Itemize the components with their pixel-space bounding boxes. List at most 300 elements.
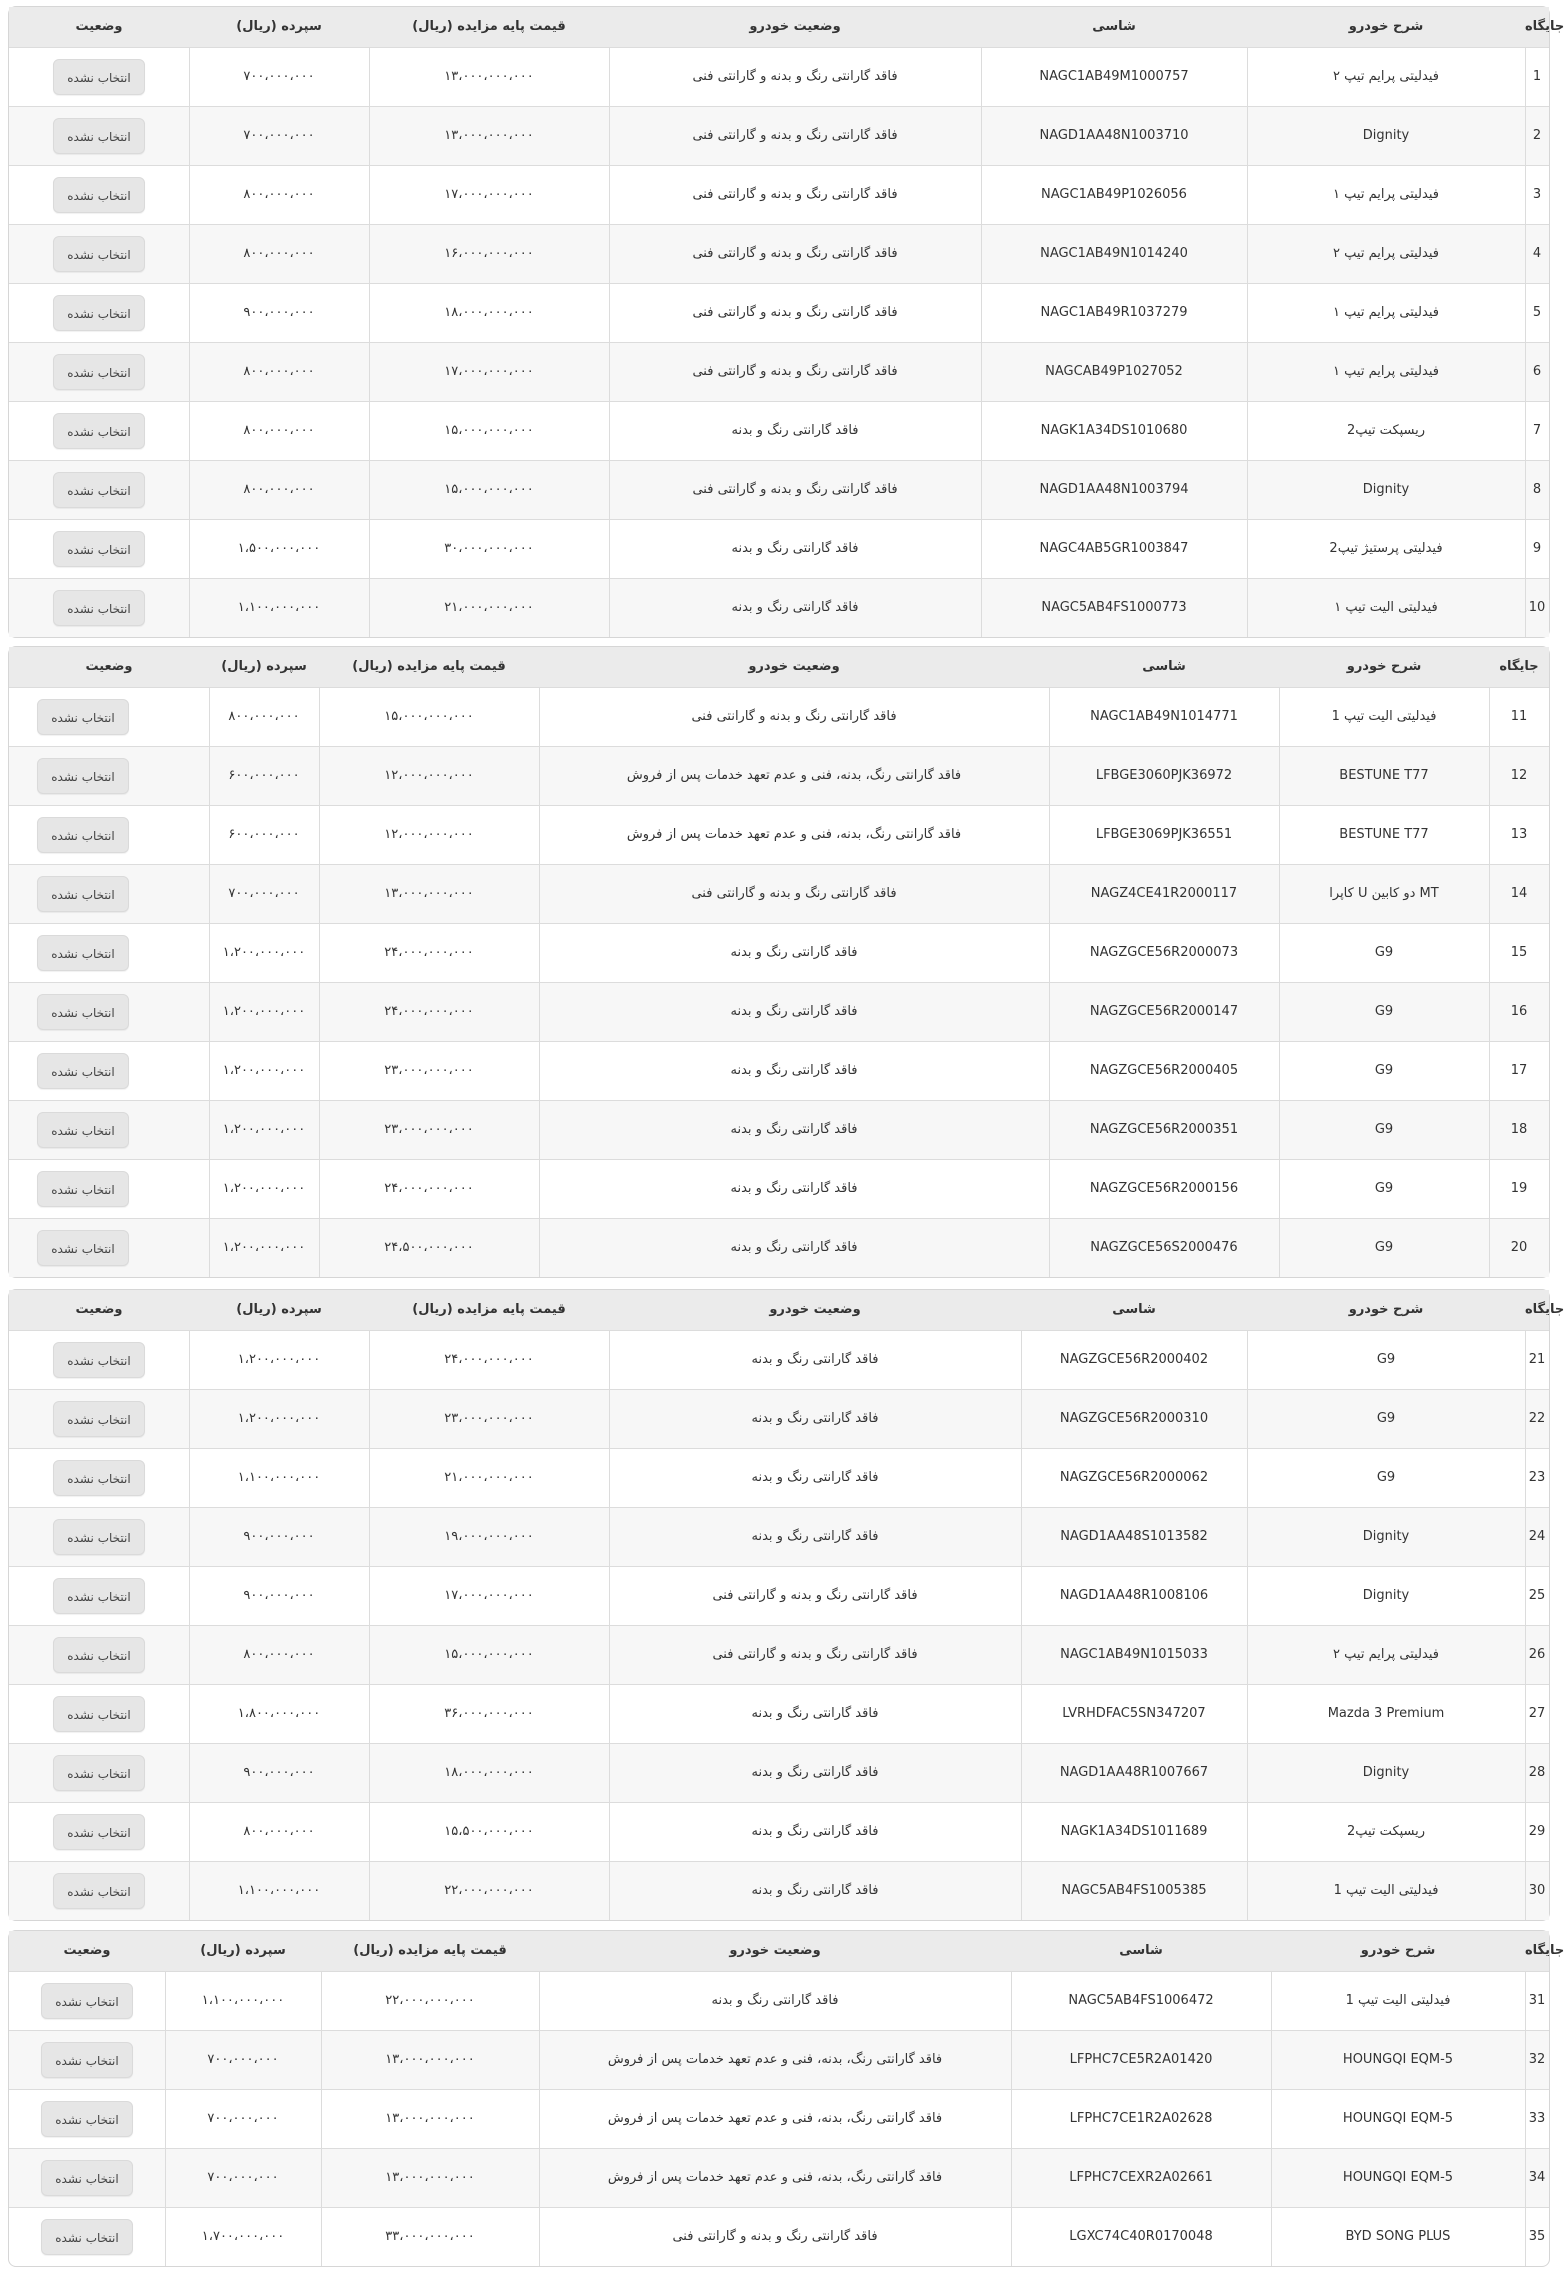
- table-row: [9, 401, 1549, 460]
- table-row: [9, 165, 1549, 224]
- cell-condition: فاقد گارانتی رنگ، بدنه، فنی و عدم تعهد خدمات پس از فروش: [607, 2170, 943, 2185]
- table-header: [9, 1290, 1564, 1330]
- column-header-deposit: سپرده (ریال): [200, 1943, 286, 1958]
- cell-slot: 3: [1532, 187, 1542, 202]
- auction-table: [8, 646, 1550, 1278]
- cell-chassis: LFBGE3060PJK36972: [1095, 768, 1233, 783]
- table-row: [9, 687, 1549, 746]
- cell-chassis: NAGC4AB5GR1003847: [1039, 541, 1189, 556]
- cell-desc: فیدلیتی الیت تیپ 1: [1345, 1993, 1451, 2008]
- cell-deposit: ۱،۱۰۰،۰۰۰،۰۰۰: [201, 1993, 285, 2008]
- cell-deposit: ۷۰۰،۰۰۰،۰۰۰: [207, 2052, 279, 2067]
- cell-desc: HOUNGQI EQM-5: [1342, 2111, 1454, 2126]
- select-button[interactable]: انتخاب نشده: [53, 118, 145, 154]
- cell-deposit: ۱،۲۰۰،۰۰۰،۰۰۰: [222, 1240, 306, 1255]
- cell-price: ۱۵،۵۰۰،۰۰۰،۰۰۰: [444, 1824, 534, 1839]
- column-header-slot: جایگاه: [1525, 1943, 1564, 1958]
- cell-price: ۳۶،۰۰۰،۰۰۰،۰۰۰: [444, 1706, 534, 1721]
- select-button[interactable]: انتخاب نشده: [53, 236, 145, 272]
- column-header-desc: شرح خودرو: [1360, 1943, 1436, 1958]
- cell-desc: Mazda 3 Premium: [1327, 1706, 1445, 1721]
- cell-slot: 20: [1510, 1240, 1528, 1255]
- table-row: [9, 923, 1549, 982]
- table-row: [9, 1448, 1549, 1507]
- table-row: [9, 1159, 1549, 1218]
- cell-price: ۱۲،۰۰۰،۰۰۰،۰۰۰: [384, 827, 474, 842]
- cell-desc: فیدلیتی پرایم تیپ ۱: [1333, 187, 1439, 202]
- cell-deposit: ۹۰۰،۰۰۰،۰۰۰: [243, 1588, 315, 1603]
- cell-desc: G9: [1374, 1122, 1394, 1137]
- cell-slot: 25: [1528, 1588, 1546, 1603]
- table-row: [9, 1507, 1549, 1566]
- column-header-slot: جایگاه: [1525, 19, 1564, 34]
- table-row: [9, 1802, 1549, 1861]
- cell-slot: 15: [1510, 945, 1528, 960]
- cell-desc: فیدلیتی الیت تیپ ۱: [1334, 600, 1438, 615]
- cell-slot: 23: [1528, 1470, 1546, 1485]
- column-header-chassis: شاسی: [1092, 19, 1136, 34]
- cell-deposit: ۹۰۰،۰۰۰،۰۰۰: [243, 1529, 315, 1544]
- cell-slot: 32: [1528, 2052, 1546, 2067]
- cell-condition: فاقد گارانتی رنگ، بدنه، فنی و عدم تعهد خدمات پس از فروش: [607, 2052, 943, 2067]
- select-button[interactable]: انتخاب نشده: [37, 876, 129, 912]
- cell-price: ۳۰،۰۰۰،۰۰۰،۰۰۰: [444, 541, 534, 556]
- cell-price: ۱۸،۰۰۰،۰۰۰،۰۰۰: [444, 1765, 534, 1780]
- select-button[interactable]: انتخاب نشده: [53, 354, 145, 390]
- cell-price: ۲۱،۰۰۰،۰۰۰،۰۰۰: [444, 600, 534, 615]
- select-button[interactable]: انتخاب نشده: [53, 1696, 145, 1732]
- cell-desc: BESTUNE T77: [1339, 827, 1429, 842]
- table-row: [9, 106, 1549, 165]
- cell-desc: Dignity: [1362, 128, 1410, 143]
- column-header-status: وضعیت: [75, 1302, 123, 1317]
- cell-slot: 12: [1510, 768, 1528, 783]
- cell-condition: فاقد گارانتی رنگ، بدنه، فنی و عدم تعهد خدمات پس از فروش: [626, 827, 962, 842]
- cell-deposit: ۷۰۰،۰۰۰،۰۰۰: [207, 2170, 279, 2185]
- cell-deposit: ۷۰۰،۰۰۰،۰۰۰: [207, 2111, 279, 2126]
- cell-chassis: NAGCAB49P1027052: [1045, 364, 1183, 379]
- cell-deposit: ۷۰۰،۰۰۰،۰۰۰: [243, 128, 315, 143]
- table-row: [9, 2089, 1549, 2148]
- cell-condition: فاقد گارانتی رنگ و بدنه: [751, 1824, 879, 1839]
- cell-chassis: NAGC1AB49P1026056: [1041, 187, 1187, 202]
- cell-condition: فاقد گارانتی رنگ، بدنه، فنی و عدم تعهد خدمات پس از فروش: [607, 2111, 943, 2126]
- cell-condition: فاقد گارانتی رنگ و بدنه: [751, 1411, 879, 1426]
- auction-table: [8, 6, 1564, 638]
- cell-deposit: ۱،۸۰۰،۰۰۰،۰۰۰: [237, 1706, 321, 1721]
- column-header-condition: وضعیت خودرو: [749, 19, 841, 34]
- column-header-desc: شرح خودرو: [1348, 19, 1424, 34]
- select-button[interactable]: انتخاب نشده: [53, 1755, 145, 1791]
- cell-price: ۱۷،۰۰۰،۰۰۰،۰۰۰: [444, 187, 534, 202]
- cell-price: ۱۶،۰۰۰،۰۰۰،۰۰۰: [444, 246, 534, 261]
- cell-desc: فیدلیتی پرایم تیپ ۲: [1333, 1647, 1439, 1662]
- table-row: [9, 2030, 1549, 2089]
- cell-desc: فیدلیتی پرایم تیپ ۲: [1333, 69, 1439, 84]
- cell-chassis: LVRHDFAC5SN347207: [1062, 1706, 1206, 1721]
- cell-desc: G9: [1374, 1004, 1394, 1019]
- cell-chassis: NAGC5AB4FS1005385: [1061, 1883, 1207, 1898]
- select-button[interactable]: انتخاب نشده: [41, 2219, 133, 2255]
- cell-price: ۱۵،۰۰۰،۰۰۰،۰۰۰: [444, 482, 534, 497]
- select-button[interactable]: انتخاب نشده: [41, 2042, 133, 2078]
- cell-desc: G9: [1376, 1470, 1396, 1485]
- cell-price: ۲۴،۰۰۰،۰۰۰،۰۰۰: [384, 945, 474, 960]
- cell-condition: فاقد گارانتی رنگ و بدنه و گارانتی فنی: [672, 2229, 878, 2244]
- cell-slot: 4: [1532, 246, 1542, 261]
- cell-slot: 9: [1532, 541, 1542, 556]
- select-button[interactable]: انتخاب نشده: [53, 1460, 145, 1496]
- select-button[interactable]: انتخاب نشده: [37, 1112, 129, 1148]
- table-row: [9, 578, 1549, 637]
- cell-condition: فاقد گارانتی رنگ و بدنه: [731, 541, 859, 556]
- cell-slot: 1: [1532, 69, 1542, 84]
- column-header-chassis: شاسی: [1142, 659, 1186, 674]
- cell-deposit: ۱،۲۰۰،۰۰۰،۰۰۰: [222, 1181, 306, 1196]
- column-header-condition: وضعیت خودرو: [769, 1302, 861, 1317]
- cell-price: ۱۵،۰۰۰،۰۰۰،۰۰۰: [444, 1647, 534, 1662]
- column-header-status: وضعیت: [85, 659, 133, 674]
- cell-price: ۱۲،۰۰۰،۰۰۰،۰۰۰: [384, 768, 474, 783]
- select-button[interactable]: انتخاب نشده: [53, 295, 145, 331]
- table-row: [9, 47, 1549, 106]
- cell-condition: فاقد گارانتی رنگ و بدنه: [731, 423, 859, 438]
- cell-deposit: ۱،۲۰۰،۰۰۰،۰۰۰: [222, 945, 306, 960]
- select-button[interactable]: انتخاب نشده: [37, 817, 129, 853]
- select-button[interactable]: انتخاب نشده: [37, 699, 129, 735]
- cell-price: ۱۵،۰۰۰،۰۰۰،۰۰۰: [384, 709, 474, 724]
- cell-chassis: NAGZ4CE41R2000117: [1090, 886, 1238, 901]
- cell-condition: فاقد گارانتی رنگ و بدنه: [751, 1765, 879, 1780]
- cell-chassis: NAGZGCE56S2000476: [1090, 1240, 1238, 1255]
- table-header: [9, 7, 1564, 47]
- cell-slot: 35: [1528, 2229, 1546, 2244]
- cell-slot: 30: [1528, 1883, 1546, 1898]
- cell-deposit: ۱،۱۰۰،۰۰۰،۰۰۰: [237, 1883, 321, 1898]
- cell-condition: فاقد گارانتی رنگ، بدنه، فنی و عدم تعهد خدمات پس از فروش: [626, 768, 962, 783]
- cell-slot: 24: [1528, 1529, 1546, 1544]
- cell-slot: 21: [1528, 1352, 1546, 1367]
- cell-desc: G9: [1376, 1352, 1396, 1367]
- cell-chassis: NAGC1AB49N1015033: [1060, 1647, 1208, 1662]
- column-header-chassis: شاسی: [1112, 1302, 1156, 1317]
- cell-deposit: ۱،۲۰۰،۰۰۰،۰۰۰: [222, 1063, 306, 1078]
- cell-price: ۲۲،۰۰۰،۰۰۰،۰۰۰: [385, 1993, 475, 2008]
- table-row: [9, 1041, 1549, 1100]
- cell-desc: فیدلیتی الیت تیپ 1: [1333, 1883, 1439, 1898]
- cell-slot: 33: [1528, 2111, 1546, 2126]
- table-row: [9, 460, 1549, 519]
- cell-condition: فاقد گارانتی رنگ و بدنه: [730, 1004, 858, 1019]
- cell-price: ۱۳،۰۰۰،۰۰۰،۰۰۰: [385, 2170, 475, 2185]
- cell-slot: 6: [1532, 364, 1542, 379]
- cell-chassis: NAGZGCE56R2000351: [1089, 1122, 1239, 1137]
- cell-price: ۱۳،۰۰۰،۰۰۰،۰۰۰: [444, 128, 534, 143]
- column-header-deposit: سپرده (ریال): [221, 659, 307, 674]
- cell-price: ۱۷،۰۰۰،۰۰۰،۰۰۰: [444, 364, 534, 379]
- cell-condition: فاقد گارانتی رنگ و بدنه و گارانتی فنی: [691, 709, 897, 724]
- cell-condition: فاقد گارانتی رنگ و بدنه: [730, 1240, 858, 1255]
- cell-deposit: ۸۰۰،۰۰۰،۰۰۰: [243, 246, 315, 261]
- table-row: [9, 1100, 1549, 1159]
- cell-deposit: ۱،۱۰۰،۰۰۰،۰۰۰: [237, 600, 321, 615]
- cell-chassis: LFBGE3069PJK36551: [1095, 827, 1233, 842]
- cell-price: ۲۲،۰۰۰،۰۰۰،۰۰۰: [444, 1883, 534, 1898]
- cell-chassis: NAGZGCE56R2000310: [1059, 1411, 1209, 1426]
- cell-chassis: NAGZGCE56R2000073: [1089, 945, 1239, 960]
- cell-desc: Dignity: [1362, 1588, 1410, 1603]
- select-button[interactable]: انتخاب نشده: [53, 59, 145, 95]
- cell-slot: 28: [1528, 1765, 1546, 1780]
- cell-price: ۱۵،۰۰۰،۰۰۰،۰۰۰: [444, 423, 534, 438]
- cell-price: ۱۳،۰۰۰،۰۰۰،۰۰۰: [384, 886, 474, 901]
- select-button[interactable]: انتخاب نشده: [41, 2101, 133, 2137]
- column-header-price: قیمت پایه مزایده (ریال): [352, 659, 506, 674]
- cell-deposit: ۸۰۰،۰۰۰،۰۰۰: [243, 1824, 315, 1839]
- cell-slot: 14: [1510, 886, 1528, 901]
- cell-chassis: NAGD1AA48S1013582: [1060, 1529, 1208, 1544]
- select-button[interactable]: انتخاب نشده: [53, 590, 145, 626]
- cell-price: ۲۳،۰۰۰،۰۰۰،۰۰۰: [444, 1411, 534, 1426]
- table-row: [9, 1743, 1549, 1802]
- cell-chassis: NAGC1AB49M1000757: [1039, 69, 1189, 84]
- cell-condition: فاقد گارانتی رنگ و بدنه: [730, 1122, 858, 1137]
- cell-desc: فیدلیتی پرستیژ تیپ2: [1329, 541, 1443, 556]
- cell-condition: فاقد گارانتی رنگ و بدنه: [751, 1883, 879, 1898]
- cell-condition: فاقد گارانتی رنگ و بدنه: [751, 1529, 879, 1544]
- select-button[interactable]: انتخاب نشده: [37, 1171, 129, 1207]
- select-button[interactable]: انتخاب نشده: [53, 413, 145, 449]
- cell-slot: 34: [1528, 2170, 1546, 2185]
- cell-condition: فاقد گارانتی رنگ و بدنه و گارانتی فنی: [712, 1588, 918, 1603]
- column-header-condition: وضعیت خودرو: [729, 1943, 821, 1958]
- cell-condition: فاقد گارانتی رنگ و بدنه و گارانتی فنی: [692, 305, 898, 320]
- cell-desc: G9: [1374, 1240, 1394, 1255]
- cell-price: ۲۴،۵۰۰،۰۰۰،۰۰۰: [384, 1240, 474, 1255]
- cell-condition: فاقد گارانتی رنگ و بدنه: [730, 1063, 858, 1078]
- cell-price: ۲۱،۰۰۰،۰۰۰،۰۰۰: [444, 1470, 534, 1485]
- column-header-desc: شرح خودرو: [1346, 659, 1422, 674]
- column-header-desc: شرح خودرو: [1348, 1302, 1424, 1317]
- cell-condition: فاقد گارانتی رنگ و بدنه و گارانتی فنی: [692, 128, 898, 143]
- cell-price: ۲۳،۰۰۰،۰۰۰،۰۰۰: [384, 1122, 474, 1137]
- column-header-chassis: شاسی: [1119, 1943, 1163, 1958]
- cell-deposit: ۸۰۰،۰۰۰،۰۰۰: [243, 423, 315, 438]
- table-row: [9, 1625, 1549, 1684]
- cell-deposit: ۸۰۰،۰۰۰،۰۰۰: [243, 187, 315, 202]
- table-row: [9, 342, 1549, 401]
- table-row: [9, 519, 1549, 578]
- select-button[interactable]: انتخاب نشده: [53, 531, 145, 567]
- cell-chassis: LGXC74C40R0170048: [1069, 2229, 1213, 2244]
- cell-slot: 13: [1510, 827, 1528, 842]
- table-row: [9, 1389, 1549, 1448]
- cell-desc: ریسپکت تیپ2: [1346, 1824, 1426, 1839]
- column-header-price: قیمت پایه مزایده (ریال): [412, 1302, 566, 1317]
- select-button[interactable]: انتخاب نشده: [53, 472, 145, 508]
- cell-desc: Dignity: [1362, 1765, 1410, 1780]
- select-button[interactable]: انتخاب نشده: [53, 177, 145, 213]
- cell-chassis: NAGZGCE56R2000147: [1089, 1004, 1239, 1019]
- cell-desc: فیدلیتی پرایم تیپ ۱: [1333, 305, 1439, 320]
- cell-deposit: ۱،۲۰۰،۰۰۰،۰۰۰: [237, 1352, 321, 1367]
- cell-deposit: ۸۰۰،۰۰۰،۰۰۰: [243, 1647, 315, 1662]
- table-row: [9, 1971, 1549, 2030]
- select-button[interactable]: انتخاب نشده: [37, 1053, 129, 1089]
- cell-slot: 10: [1528, 600, 1546, 615]
- cell-deposit: ۹۰۰،۰۰۰،۰۰۰: [243, 1765, 315, 1780]
- cell-price: ۳۳،۰۰۰،۰۰۰،۰۰۰: [385, 2229, 475, 2244]
- cell-deposit: ۱،۲۰۰،۰۰۰،۰۰۰: [222, 1122, 306, 1137]
- cell-chassis: NAGZGCE56R2000405: [1089, 1063, 1239, 1078]
- cell-slot: 22: [1528, 1411, 1546, 1426]
- cell-condition: فاقد گارانتی رنگ و بدنه و گارانتی فنی: [692, 187, 898, 202]
- cell-slot: 11: [1510, 709, 1528, 724]
- cell-condition: فاقد گارانتی رنگ و بدنه و گارانتی فنی: [691, 886, 897, 901]
- cell-price: ۲۳،۰۰۰،۰۰۰،۰۰۰: [384, 1063, 474, 1078]
- cell-chassis: NAGK1A34DS1011689: [1060, 1824, 1208, 1839]
- table-row: [9, 224, 1549, 283]
- cell-chassis: NAGZGCE56R2000156: [1089, 1181, 1239, 1196]
- cell-chassis: NAGZGCE56R2000062: [1059, 1470, 1209, 1485]
- table-row: [9, 283, 1549, 342]
- cell-chassis: NAGC1AB49R1037279: [1040, 305, 1188, 320]
- auction-table: [8, 1289, 1564, 1921]
- table-row: [9, 1566, 1549, 1625]
- select-button[interactable]: انتخاب نشده: [37, 758, 129, 794]
- select-button[interactable]: انتخاب نشده: [53, 1519, 145, 1555]
- cell-desc: BESTUNE T77: [1339, 768, 1429, 783]
- cell-slot: 8: [1532, 482, 1542, 497]
- cell-chassis: NAGD1AA48R1007667: [1059, 1765, 1209, 1780]
- select-button[interactable]: انتخاب نشده: [53, 1401, 145, 1437]
- cell-desc: G9: [1374, 1063, 1394, 1078]
- cell-desc: G9: [1374, 1181, 1394, 1196]
- cell-condition: فاقد گارانتی رنگ و بدنه: [751, 1706, 879, 1721]
- cell-deposit: ۶۰۰،۰۰۰،۰۰۰: [228, 827, 300, 842]
- table-row: [9, 864, 1549, 923]
- table-row: [9, 2207, 1549, 2266]
- cell-desc: HOUNGQI EQM-5: [1342, 2052, 1454, 2067]
- cell-price: ۲۴،۰۰۰،۰۰۰،۰۰۰: [384, 1004, 474, 1019]
- cell-desc: Dignity: [1362, 482, 1410, 497]
- select-button[interactable]: انتخاب نشده: [41, 1983, 133, 2019]
- cell-price: ۱۹،۰۰۰،۰۰۰،۰۰۰: [444, 1529, 534, 1544]
- cell-deposit: ۷۰۰،۰۰۰،۰۰۰: [243, 69, 315, 84]
- cell-desc: G9: [1376, 1411, 1396, 1426]
- cell-price: ۱۳،۰۰۰،۰۰۰،۰۰۰: [385, 2052, 475, 2067]
- cell-slot: 16: [1510, 1004, 1528, 1019]
- table-row: [9, 982, 1549, 1041]
- cell-deposit: ۶۰۰،۰۰۰،۰۰۰: [228, 768, 300, 783]
- cell-price: ۱۷،۰۰۰،۰۰۰،۰۰۰: [444, 1588, 534, 1603]
- cell-price: ۱۳،۰۰۰،۰۰۰،۰۰۰: [444, 69, 534, 84]
- cell-desc: Dignity: [1362, 1529, 1410, 1544]
- cell-deposit: ۱،۷۰۰،۰۰۰،۰۰۰: [201, 2229, 285, 2244]
- table-row: [9, 1330, 1549, 1389]
- cell-chassis: NAGC1AB49N1014771: [1090, 709, 1238, 724]
- cell-deposit: ۱،۲۰۰،۰۰۰،۰۰۰: [237, 1411, 321, 1426]
- cell-slot: 19: [1510, 1181, 1528, 1196]
- cell-desc: فیدلیتی پرایم تیپ ۲: [1333, 246, 1439, 261]
- cell-chassis: NAGD1AA48N1003710: [1039, 128, 1189, 143]
- table-header: [9, 647, 1549, 687]
- column-header-status: وضعیت: [75, 19, 123, 34]
- cell-desc: HOUNGQI EQM-5: [1342, 2170, 1454, 2185]
- cell-condition: فاقد گارانتی رنگ و بدنه: [751, 1470, 879, 1485]
- table-row: [9, 1218, 1549, 1277]
- cell-condition: فاقد گارانتی رنگ و بدنه: [730, 1181, 858, 1196]
- cell-deposit: ۱،۲۰۰،۰۰۰،۰۰۰: [222, 1004, 306, 1019]
- cell-chassis: NAGC1AB49N1014240: [1040, 246, 1188, 261]
- cell-desc: فیدلیتی پرایم تیپ ۱: [1333, 364, 1439, 379]
- cell-chassis: LFPHC7CE1R2A02628: [1069, 2111, 1213, 2126]
- select-button[interactable]: انتخاب نشده: [53, 1637, 145, 1673]
- cell-desc: کاپرا U دو کابین MT: [1329, 886, 1439, 901]
- cell-desc: ریسپکت تیپ2: [1346, 423, 1426, 438]
- table-row: [9, 1684, 1549, 1743]
- auction-table: [8, 1930, 1564, 2267]
- select-button[interactable]: انتخاب نشده: [53, 1873, 145, 1909]
- cell-condition: فاقد گارانتی رنگ و بدنه و گارانتی فنی: [712, 1647, 918, 1662]
- cell-desc: فیدلیتی الیت تیپ 1: [1331, 709, 1437, 724]
- cell-chassis: NAGK1A34DS1010680: [1040, 423, 1188, 438]
- column-header-slot: جایگاه: [1499, 659, 1539, 674]
- cell-chassis: NAGZGCE56R2000402: [1059, 1352, 1209, 1367]
- cell-deposit: ۱،۵۰۰،۰۰۰،۰۰۰: [237, 541, 321, 556]
- table-row: [9, 746, 1549, 805]
- cell-slot: 2: [1532, 128, 1542, 143]
- cell-deposit: ۷۰۰،۰۰۰،۰۰۰: [228, 886, 300, 901]
- column-header-price: قیمت پایه مزایده (ریال): [412, 19, 566, 34]
- table-row: [9, 2148, 1549, 2207]
- cell-slot: 18: [1510, 1122, 1528, 1137]
- select-button[interactable]: انتخاب نشده: [41, 2160, 133, 2196]
- cell-price: ۱۳،۰۰۰،۰۰۰،۰۰۰: [385, 2111, 475, 2126]
- cell-price: ۱۸،۰۰۰،۰۰۰،۰۰۰: [444, 305, 534, 320]
- select-button[interactable]: انتخاب نشده: [53, 1814, 145, 1850]
- cell-slot: 27: [1528, 1706, 1546, 1721]
- select-button[interactable]: انتخاب نشده: [53, 1578, 145, 1614]
- cell-condition: فاقد گارانتی رنگ و بدنه: [751, 1352, 879, 1367]
- cell-condition: فاقد گارانتی رنگ و بدنه: [730, 945, 858, 960]
- column-header-status: وضعیت: [63, 1943, 111, 1958]
- column-header-slot: جایگاه: [1525, 1302, 1564, 1317]
- select-button[interactable]: انتخاب نشده: [37, 935, 129, 971]
- select-button[interactable]: انتخاب نشده: [53, 1342, 145, 1378]
- cell-condition: فاقد گارانتی رنگ و بدنه و گارانتی فنی: [692, 364, 898, 379]
- cell-chassis: NAGC5AB4FS1000773: [1041, 600, 1187, 615]
- cell-slot: 5: [1532, 305, 1542, 320]
- cell-price: ۲۴،۰۰۰،۰۰۰،۰۰۰: [444, 1352, 534, 1367]
- cell-deposit: ۸۰۰،۰۰۰،۰۰۰: [243, 482, 315, 497]
- table-row: [9, 1861, 1549, 1920]
- cell-price: ۲۴،۰۰۰،۰۰۰،۰۰۰: [384, 1181, 474, 1196]
- table-header: [9, 1931, 1564, 1971]
- column-header-price: قیمت پایه مزایده (ریال): [353, 1943, 507, 1958]
- cell-condition: فاقد گارانتی رنگ و بدنه: [731, 600, 859, 615]
- select-button[interactable]: انتخاب نشده: [37, 994, 129, 1030]
- select-button[interactable]: انتخاب نشده: [37, 1230, 129, 1266]
- cell-slot: 29: [1528, 1824, 1546, 1839]
- cell-deposit: ۱،۱۰۰،۰۰۰،۰۰۰: [237, 1470, 321, 1485]
- table-row: [9, 805, 1549, 864]
- cell-chassis: LFPHC7CE5R2A01420: [1069, 2052, 1213, 2067]
- cell-condition: فاقد گارانتی رنگ و بدنه: [711, 1993, 839, 2008]
- cell-condition: فاقد گارانتی رنگ و بدنه و گارانتی فنی: [692, 69, 898, 84]
- cell-deposit: ۸۰۰،۰۰۰،۰۰۰: [243, 364, 315, 379]
- cell-desc: BYD SONG PLUS: [1345, 2229, 1451, 2244]
